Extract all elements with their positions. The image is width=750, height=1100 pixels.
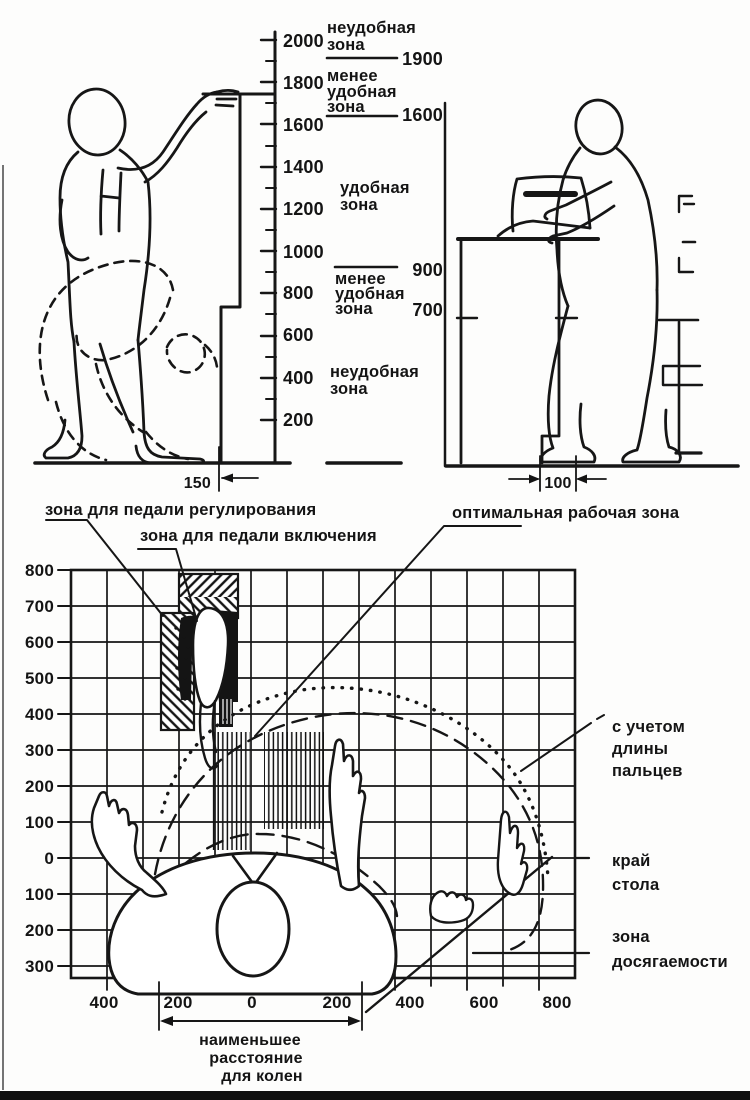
callout-fingers-2: длины xyxy=(612,740,669,758)
y-100: 100 xyxy=(25,813,54,832)
optimal-work-zone xyxy=(210,732,324,850)
y-300n: 300 xyxy=(25,957,54,976)
x-200n: 200 xyxy=(163,993,193,1012)
zone-awkward-bottom-2: зона xyxy=(330,380,368,398)
y-400: 400 xyxy=(25,705,54,724)
overall-bib xyxy=(101,170,121,234)
optimal-zone-right-patch xyxy=(264,732,324,829)
y-axis-labels xyxy=(25,561,54,976)
scale-label-1800: 1800 xyxy=(283,73,324,93)
callout-reach-1: зона xyxy=(612,928,650,946)
x-200: 200 xyxy=(322,993,352,1012)
crouching-head xyxy=(167,334,205,372)
scale-label-1200: 1200 xyxy=(283,199,324,219)
callout-optimal-zone: оптимальная рабочая зона xyxy=(452,504,680,522)
bound-1900: 1900 xyxy=(402,49,443,69)
scale-label-800: 800 xyxy=(283,283,314,303)
y-600: 600 xyxy=(25,633,54,652)
y-500: 500 xyxy=(25,669,54,688)
bound-900: 900 xyxy=(412,260,443,280)
zone-awkward-bottom-1: неудобная xyxy=(330,363,420,381)
x-400: 400 xyxy=(395,993,425,1012)
left-hand xyxy=(92,792,166,896)
zone-labels xyxy=(327,19,419,398)
zone-less-top-1: менее xyxy=(327,67,378,85)
standing-person-left xyxy=(44,86,238,463)
optimal-zone-left-patch xyxy=(210,732,250,850)
scale-label-2000: 2000 xyxy=(283,31,324,51)
leader-optimal-zone xyxy=(255,526,521,736)
standing-person-right xyxy=(541,96,681,462)
dim-100-label: 100 xyxy=(544,475,572,492)
zone-less-top-2: удобная xyxy=(327,83,397,101)
dim-150-label: 150 xyxy=(183,475,211,492)
y-200: 200 xyxy=(25,777,54,796)
plan-view-diagram xyxy=(25,501,728,1085)
workbench xyxy=(458,239,598,463)
box-on-bench xyxy=(498,177,590,236)
height-scale xyxy=(261,19,443,463)
dimension-arrowhead xyxy=(221,474,233,483)
callout-reach-2: досягаемости xyxy=(612,953,728,971)
x-800: 800 xyxy=(542,993,572,1012)
knee-note-3: для колен xyxy=(221,1068,303,1085)
zone-less-bottom-1: менее xyxy=(335,270,386,288)
leader-finger-reach xyxy=(521,715,604,771)
knee-note-2: расстояние xyxy=(209,1050,303,1067)
scale-label-200: 200 xyxy=(283,410,314,430)
far-reach-hand xyxy=(498,812,527,895)
y-0: 0 xyxy=(44,849,54,868)
zone-less-top-3: зона xyxy=(327,98,365,116)
right-elevation-figure xyxy=(445,96,738,492)
scale-label-600: 600 xyxy=(283,325,314,345)
scale-label-400: 400 xyxy=(283,368,314,388)
y-100n: 100 xyxy=(25,885,54,904)
scan-edge-bottom xyxy=(0,1091,750,1100)
callout-table-edge-2: стола xyxy=(612,876,660,894)
zone-awkward-top-1: неудобная xyxy=(327,19,417,37)
scale-label-1000: 1000 xyxy=(283,242,324,262)
head-plan xyxy=(217,882,289,976)
y-ticks xyxy=(58,570,71,966)
wall-panel xyxy=(203,94,274,461)
callout-fingers-3: пальцев xyxy=(612,762,683,780)
scale-label-1600: 1600 xyxy=(283,115,324,135)
knee-note-1: наименьшее xyxy=(199,1032,301,1049)
y-200n: 200 xyxy=(25,921,54,940)
zone-comfort-2: зона xyxy=(340,196,378,214)
x-600: 600 xyxy=(469,993,499,1012)
pedal-regulation-zone-hatch xyxy=(179,574,238,597)
zone-comfort-1: удобная xyxy=(340,179,410,197)
callout-table-edge-1: край xyxy=(612,852,651,870)
y-800: 800 xyxy=(25,561,54,580)
callout-fingers-1: с учетом xyxy=(612,718,686,736)
x-400n: 400 xyxy=(89,993,119,1012)
x-0: 0 xyxy=(247,993,257,1012)
y-700: 700 xyxy=(25,597,54,616)
y-300: 300 xyxy=(25,741,54,760)
scale-label-1400: 1400 xyxy=(283,157,324,177)
zone-less-bottom-3: зона xyxy=(335,300,373,318)
x-axis-labels xyxy=(90,993,572,1012)
bound-700: 700 xyxy=(412,300,443,320)
callout-pedal-engage: зона для педали включения xyxy=(140,527,377,545)
zone-awkward-top-2: зона xyxy=(327,36,365,54)
table-edge-and-reach-ticks xyxy=(473,858,589,953)
callout-pedal-regulation: зона для педали регулирования xyxy=(45,501,317,519)
crouching-person-dashed xyxy=(40,261,217,460)
zone-less-bottom-2: удобная xyxy=(335,285,405,303)
bound-1600: 1600 xyxy=(402,105,443,125)
